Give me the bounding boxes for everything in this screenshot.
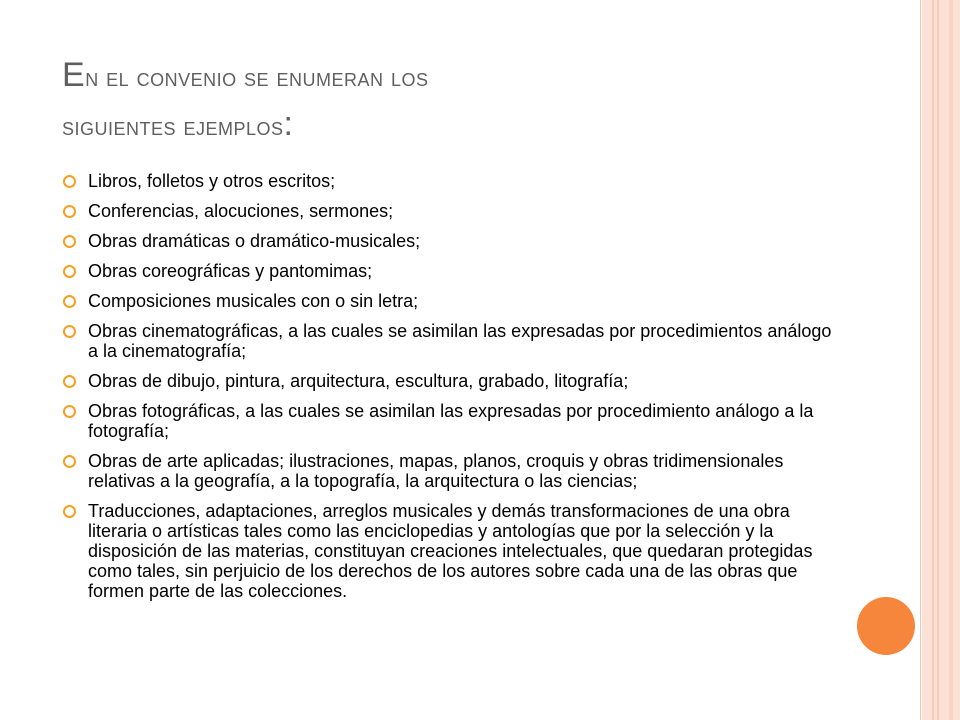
- list-item-text: Obras dramáticas o dramático-musicales;: [88, 231, 421, 251]
- list-item: [62, 261, 832, 281]
- decorative-side-strip: [922, 0, 960, 720]
- list-item-text: Obras cinematográficas, a las cuales se asimilan las expresadas por procedimientos análogo a la cinematografía;: [88, 321, 832, 361]
- decorative-circle: [857, 597, 915, 655]
- title-line-2: siguientes ejemplos: [62, 113, 284, 141]
- bullet-icon: [63, 235, 76, 248]
- strip-line: [949, 0, 953, 720]
- strip-line: [937, 0, 939, 720]
- list-item: [62, 401, 832, 441]
- bullet-icon: [63, 405, 76, 418]
- bullet-icon: [63, 295, 76, 308]
- list-item-text: Obras de dibujo, pintura, arquitectura, escultura, grabado, litografía;: [88, 371, 629, 391]
- title-colon: :: [283, 105, 294, 143]
- bullet-icon: [63, 325, 76, 338]
- list-item-text: Obras coreográficas y pantomimas;: [88, 261, 373, 281]
- list-item-text: Composiciones musicales con o sin letra;: [88, 291, 419, 311]
- list-item-text: Traducciones, adaptaciones, arreglos musicales y demás transformaciones de una obra literaria o artísticas tales como las enciclopedias y antologías que por la selección y la disposición de las materias, constituyan creaciones intelectuales, que quedaran protegidas como tales, sin perjuicio de los derechos de los autores sobre cada una de las obras que formen parte de las colecciones.: [88, 501, 813, 601]
- bullet-icon: [63, 205, 76, 218]
- list-item-text: Obras de arte aplicadas; ilustraciones, mapas, planos, croquis y obras tridimensionales relativas a la geografía, a la topografía, la arquitectura o las ciencias;: [88, 451, 784, 491]
- list-item: [62, 231, 832, 251]
- bullet-icon: [63, 175, 76, 188]
- title-line-1: n el convenio se enumeran los: [85, 64, 429, 92]
- list-item-text: Conferencias, alocuciones, sermones;: [88, 201, 394, 221]
- list-item: [62, 291, 832, 311]
- list-item: [62, 501, 832, 601]
- bullet-icon: [63, 265, 76, 278]
- title-initial: E: [62, 56, 86, 94]
- bullet-icon: [63, 505, 76, 518]
- list-item: [62, 201, 832, 221]
- bullet-icon: [63, 455, 76, 468]
- slide-title: [62, 52, 882, 150]
- strip-line: [932, 0, 934, 720]
- list-item: [62, 321, 832, 361]
- list-item-text: Libros, folletos y otros escritos;: [88, 171, 336, 191]
- bullet-icon: [63, 375, 76, 388]
- list-item: [62, 451, 832, 491]
- list-item: [62, 171, 832, 191]
- bullet-list: [62, 171, 832, 611]
- list-item: [62, 371, 832, 391]
- list-item-text: Obras fotográficas, a las cuales se asimilan las expresadas por procedimiento análogo a la fotografía;: [88, 401, 814, 441]
